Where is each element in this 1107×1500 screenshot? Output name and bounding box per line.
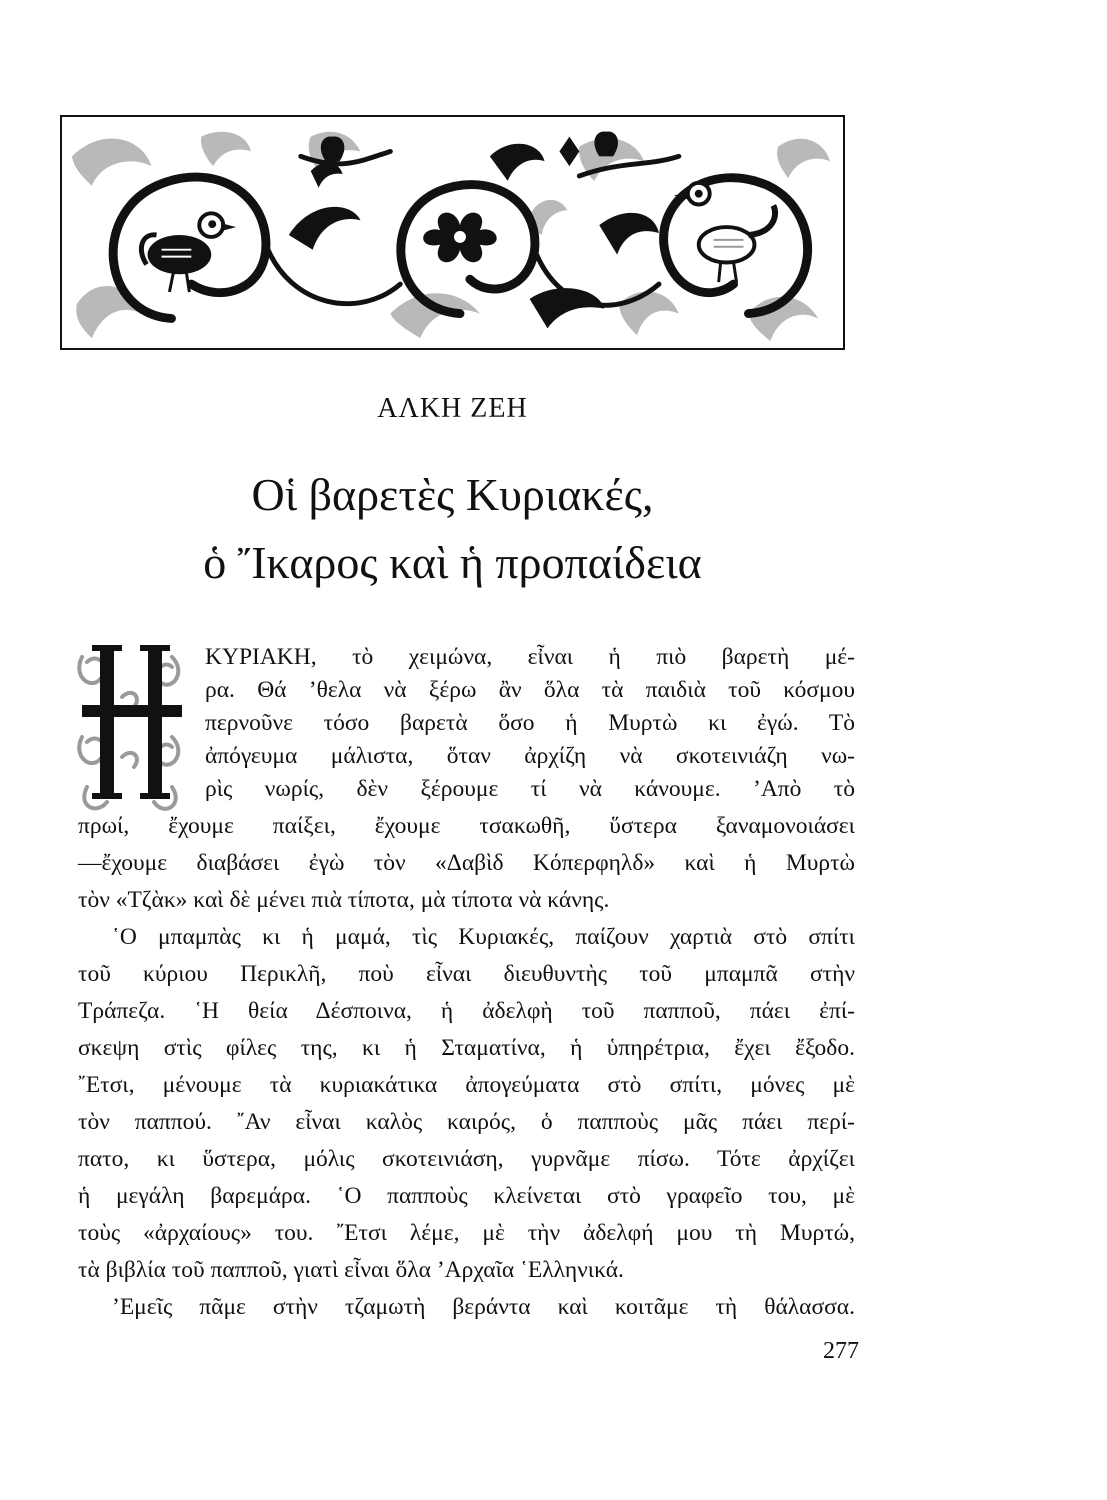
right-bird-icon: [674, 183, 775, 282]
body-line: ΚΥΡΙΑΚΗ, τὸ χειμώνα, εἶναι ἡ πιὸ βαρετὴ μέ-: [205, 644, 855, 670]
body-line: σκεψη στὶς φίλες της, κι ἡ Σταματίνα, ἡ ὑπηρέτρια, ἔχει ἔξοδο.: [78, 1035, 855, 1061]
body-line: περνοῦνε τόσο βαρετὰ ὅσο ἡ Μυρτὼ κι ἐγώ. Τὸ: [205, 710, 855, 736]
ornamental-header-band: [60, 115, 845, 350]
page-number: 277: [823, 1338, 859, 1364]
chapter-title-line-1: Οἱ βαρετὲς Κυριακές,: [251, 469, 654, 520]
author-name: ΑΛΚΗ ΖΕΗ: [377, 393, 528, 424]
body-line: τοῦ κύριου Περικλῆ, ποὺ εἶναι διευθυντὴς τοῦ μπαμπᾶ στὴν: [78, 961, 855, 987]
body-line: Τράπεζα. ῾Η θεία Δέσποινα, ἡ ἀδελφὴ τοῦ παπποῦ, πάει ἐπί-: [78, 998, 855, 1024]
body-line: ῾Ο μπαμπὰς κι ἡ μαμά, τὶς Κυριακές, παίζουν χαρτιὰ στὸ σπίτι: [112, 924, 855, 950]
body-line: ῎Ετσι, μένουμε τὰ κυριακάτικα ἀπογεύματα στὸ σπίτι, μόνες μὲ: [78, 1072, 855, 1098]
body-line: ἀπόγευμα μάλιστα, ὅταν ἀρχίζη νὰ σκοτεινιάζη νω-: [205, 743, 855, 769]
left-bird-icon: [141, 213, 236, 292]
body-line: ἡ μεγάλη βαρεμάρα. ῾Ο παπποὺς κλείνεται στὸ γραφεῖο του, μὲ: [78, 1183, 855, 1209]
dropcap-letter: Η: [72, 637, 73, 638]
decorated-dropcap: [72, 637, 192, 817]
ornament-illustration: [62, 117, 843, 348]
body-line: πατο, κι ὕστερα, μόλις σκοτεινιάση, γυρνᾶμε πίσω. Τότε ἀρχίζει: [78, 1146, 855, 1172]
central-flower-icon: [423, 213, 496, 263]
chapter-title-line-2: ὁ Ἴκαρος καὶ ἡ προπαίδεια: [203, 537, 702, 588]
body-line: ρὶς νωρίς, δὲν ξέρουμε τί νὰ κάνουμε. ’Απὸ τὸ: [205, 776, 855, 802]
body-line: ’Εμεῖς πᾶμε στὴν τζαμωτὴ βεράντα καὶ κοιτᾶμε τὴ θάλασσα.: [112, 1294, 855, 1320]
body-line: τοὺς «ἀρχαίους» του. ῎Ετσι λέμε, μὲ τὴν ἀδελφή μου τὴ Μυρτώ,: [78, 1220, 855, 1246]
body-line: πρωί, ἔχουμε παίξει, ἔχουμε τσακωθῆ, ὕστερα ξαναμονοιάσει: [78, 813, 855, 839]
body-line: —ἔχουμε διαβάσει ἐγὼ τὸν «Δαβὶδ Κόπερφηλδ» καὶ ἡ Μυρτὼ: [78, 850, 855, 876]
body-line: ρα. Θά ’θελα νὰ ξέρω ἂν ὅλα τὰ παιδιὰ τοῦ κόσμου: [205, 677, 855, 703]
body-line: τὸν παππού. ῎Αν εἶναι καλὸς καιρός, ὁ παπποὺς μᾶς πάει περί-: [78, 1109, 855, 1135]
body-line: τὸν «Τζὰκ» καὶ δὲ μένει πιὰ τίποτα, μὰ τίποτα νὰ κάνης.: [78, 887, 610, 913]
body-line: τὰ βιβλία τοῦ παπποῦ, γιατὶ εἶναι ὅλα ’Αρχαῖα ῾Ελληνικά.: [78, 1257, 624, 1283]
dropcap-ornament-icon: [72, 637, 192, 817]
